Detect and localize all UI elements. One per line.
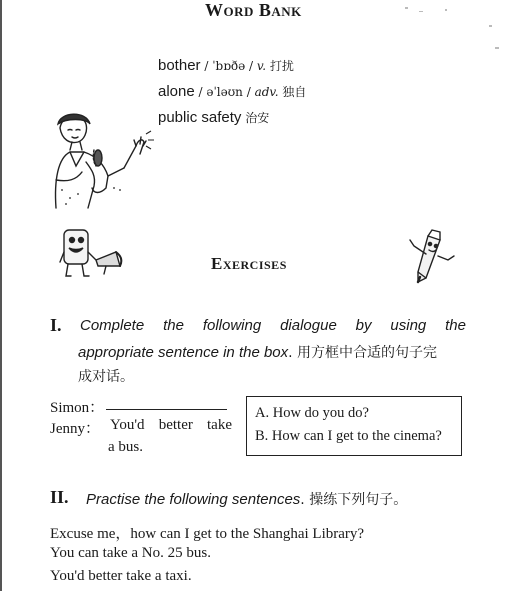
- vocab-meaning: 打扰: [266, 59, 294, 73]
- practice-sentence-2: You can take a No. 25 bus.: [50, 545, 211, 561]
- practice-sentence-1: Excuse me，how can I get to the Shanghai Library?: [50, 526, 365, 542]
- option-a: A. How do you do?: [255, 405, 369, 421]
- section-1-instruction-en: appropriate sentence in the box: [78, 344, 289, 361]
- vocab-entry-bother: [158, 57, 294, 74]
- vocab-meaning: 独自: [278, 85, 307, 99]
- scan-noise-marks: [405, 5, 515, 55]
- woman-presenter-illustration: [48, 110, 158, 210]
- section-1-number: I.: [50, 315, 62, 335]
- pencil-mascot-icon: [406, 226, 458, 286]
- mascot-megaphone-icon: [58, 226, 133, 284]
- jenny-reply-line1: You'd better take: [110, 417, 232, 433]
- vocab-entry-alone: [158, 83, 306, 100]
- section-1-instruction-line3: 成对话。: [78, 369, 134, 385]
- vocab-phonetic: / ˈbɒðə /: [200, 59, 257, 73]
- vocab-pos: v.: [256, 59, 267, 73]
- vocab-word: bother: [158, 57, 201, 74]
- section-1-instruction-line1: Complete the following dialogue by using the: [80, 317, 466, 334]
- page-edge-line: [0, 0, 2, 591]
- vocab-phonetic: / əˈləʊn /: [194, 85, 255, 99]
- word-bank-title: Word Bank: [205, 0, 302, 20]
- vocab-meaning: 治安: [245, 111, 270, 125]
- exercises-title: Exercises: [211, 254, 287, 273]
- section-1-instruction-zh: . 用方框中合适的句子完: [288, 345, 438, 361]
- vocab-entry-public-safety: [158, 109, 269, 126]
- section-1-instruction-line2: [78, 342, 437, 362]
- vocab-word: alone: [158, 83, 195, 100]
- option-b: B. How can I get to the cinema?: [255, 428, 442, 444]
- practice-sentence-3: You'd better take a taxi.: [50, 568, 192, 584]
- section-2-number: II.: [50, 487, 69, 507]
- dialogue-speaker-simon: Simon：: [50, 400, 105, 416]
- vocab-word: public safety: [158, 109, 242, 126]
- dialogue-speaker-jenny: Jenny：: [50, 421, 100, 437]
- section-2-instruction-en: Practise the following sentences: [86, 491, 301, 508]
- section-2-instruction-zh: . 操练下列句子。: [300, 492, 408, 508]
- section-2-instruction: [86, 489, 407, 509]
- vocab-pos: adv.: [254, 85, 279, 99]
- jenny-reply-line2: a bus.: [108, 439, 143, 455]
- answer-blank-field[interactable]: [106, 409, 227, 410]
